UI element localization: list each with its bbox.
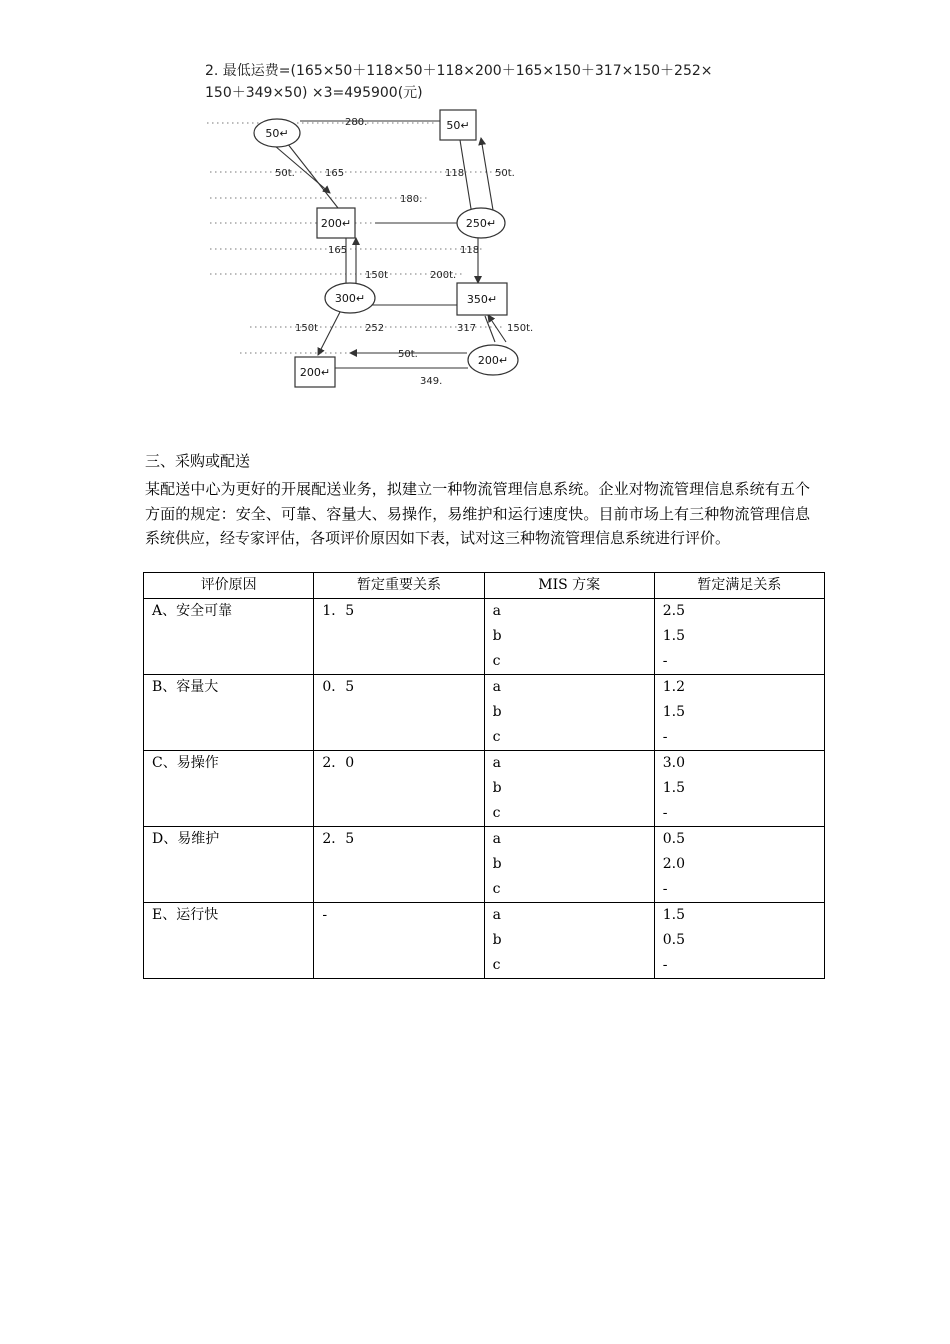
node-supply-250	[457, 208, 505, 238]
cost-label-165: 165	[328, 245, 348, 256]
score-cell: 1.5 0.5 -	[654, 903, 824, 979]
node-label: 50↵	[265, 127, 289, 140]
flow-label-150t: 150t.	[507, 323, 534, 334]
cost-label-180: 180.	[400, 194, 423, 205]
node-label: 300↵	[334, 292, 366, 305]
node-supply-50-top-left	[254, 119, 300, 147]
score-cell: 1.2 1.5 -	[654, 675, 824, 751]
formula-line-1: 2. 最低运费=(165×50＋118×50＋118×200＋165×150＋317×150＋252×	[205, 63, 713, 79]
weight-cell: -	[314, 903, 484, 979]
table-row	[144, 675, 825, 751]
cost-label-165: 165	[325, 168, 345, 179]
scheme-cell: a b c	[484, 903, 654, 979]
scheme-cell: a b c	[484, 827, 654, 903]
node-label: 250↵	[465, 217, 497, 230]
weight-cell: 0．5	[314, 675, 484, 751]
transport-network-diagram	[195, 55, 795, 400]
node-label: 50↵	[446, 119, 470, 132]
header-score: 暂定满足关系	[654, 573, 824, 599]
flow-label-50t: 50t.	[398, 349, 418, 360]
factor-cell: D、易维护	[144, 827, 314, 903]
cost-label-118: 118	[460, 245, 480, 256]
factor-cell: A、安全可靠	[144, 599, 314, 675]
header-weight: 暂定重要关系	[314, 573, 484, 599]
flow-label-150t: 150t	[365, 270, 389, 281]
evaluation-table	[143, 572, 825, 979]
factor-cell: E、运行快	[144, 903, 314, 979]
flow-label-50t: 50t.	[275, 168, 295, 179]
node-demand-50-top-right	[440, 110, 476, 140]
cost-label-118: 118	[445, 168, 465, 179]
score-cell: 3.0 1.5 -	[654, 751, 824, 827]
node-demand-350	[457, 283, 507, 315]
scheme-cell: a b c	[484, 675, 654, 751]
cost-label-349: 349.	[420, 376, 443, 387]
node-demand-200-bottom-left	[295, 357, 335, 387]
factor-cell: C、易操作	[144, 751, 314, 827]
node-label: 200↵	[299, 366, 331, 379]
table-header-row	[144, 573, 825, 599]
flow-label-50t: 50t.	[495, 168, 515, 179]
node-label: 200↵	[477, 354, 509, 367]
score-cell: 2.5 1.5 -	[654, 599, 824, 675]
weight-cell: 1．5	[314, 599, 484, 675]
weight-cell: 2．5	[314, 827, 484, 903]
table-row	[144, 827, 825, 903]
node-demand-200-middle	[317, 208, 355, 238]
flow-label-150t: 150t	[295, 323, 319, 334]
cost-label-280: 280.	[345, 117, 368, 128]
table-row	[144, 599, 825, 675]
table-row	[144, 903, 825, 979]
node-supply-300	[325, 283, 375, 313]
node-label: 350↵	[466, 293, 498, 306]
table-row	[144, 751, 825, 827]
cost-label-252: 252	[365, 323, 385, 334]
factor-cell: B、容量大	[144, 675, 314, 751]
flow-label-200t: 200t.	[430, 270, 457, 281]
cost-label-317: 317	[457, 323, 477, 334]
header-factor: 评价原因	[144, 573, 314, 599]
header-scheme: MIS 方案	[484, 573, 654, 599]
weight-cell: 2．0	[314, 751, 484, 827]
node-label: 200↵	[320, 217, 352, 230]
scheme-cell: a b c	[484, 599, 654, 675]
node-supply-200-bottom-right	[468, 345, 518, 375]
problem-paragraph: 某配送中心为更好的开展配送业务，拟建立一种物流管理信息系统。企业对物流管理信息系统有五个方面的规定：安全、可靠、容量大、易操作，易维护和运行速度快。目前市场上有三种物流管理信息系统供应，经专家评估，各项评价原因如下表，试对这三种物流管理信息系统进行评价。	[145, 480, 810, 548]
score-cell: 0.5 2.0 -	[654, 827, 824, 903]
formula-line-2: 150＋349×50) ×3=495900(元)	[205, 85, 423, 101]
scheme-cell: a b c	[484, 751, 654, 827]
section-heading: 三、采购或配送	[145, 452, 251, 470]
